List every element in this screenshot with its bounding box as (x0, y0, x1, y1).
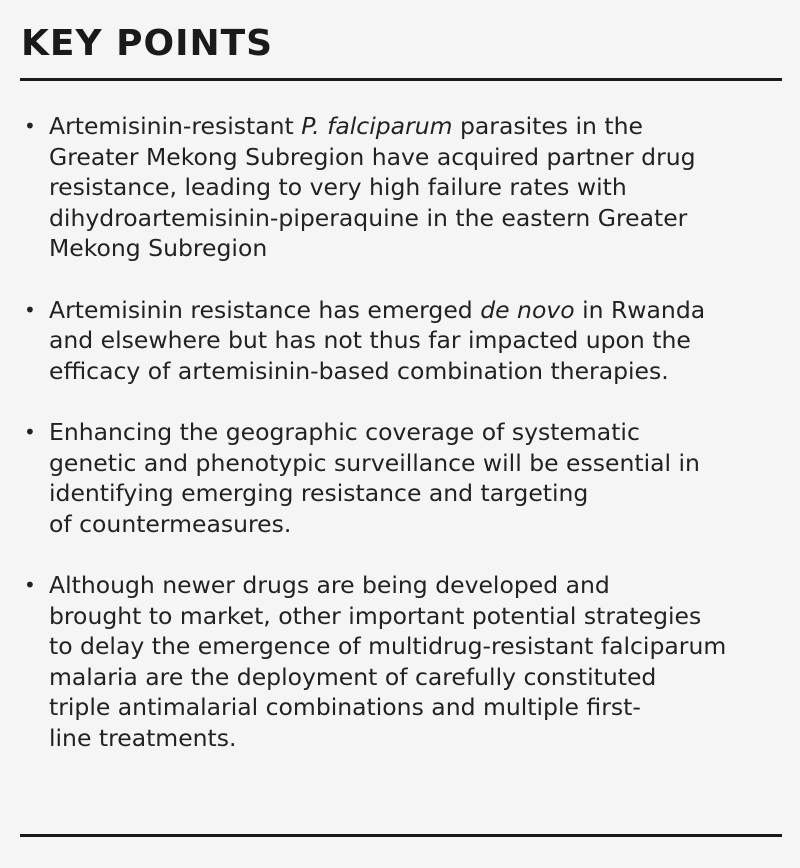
key-points-box (20, 22, 782, 784)
top-rule (20, 78, 782, 81)
key-point-1 (20, 111, 782, 264)
text-run: in Rwanda (574, 295, 706, 324)
key-point-4 (20, 570, 782, 753)
text-run: Artemisinin-resistant (49, 112, 302, 140)
bullet-icon: • (24, 573, 36, 597)
key-point-line: triple antimalarial combinations and multiple first- (49, 693, 641, 721)
key-point-line: efficacy of artemisinin-based combination therapies. (49, 356, 669, 385)
key-point-2 (20, 295, 782, 387)
key-point-line: Enhancing the geographic coverage of systematic (49, 418, 640, 446)
key-point-line: and elsewhere but has not thus far impacted upon the (49, 326, 691, 354)
key-point-line: to delay the emergence of multidrug-resistant falciparum (49, 632, 727, 660)
key-point-line: identifying emerging resistance and targeting (49, 479, 589, 507)
species-name: P. falciparum (301, 112, 453, 140)
key-point-line (49, 295, 782, 326)
key-points-list (20, 111, 782, 753)
bullet-icon: • (24, 114, 36, 138)
key-point-3 (20, 417, 782, 539)
bullet-icon: • (24, 420, 36, 444)
key-point-line: Greater Mekong Subregion have acquired partner drug (49, 142, 696, 171)
key-point-line: malaria are the deployment of carefully constituted (49, 662, 657, 691)
text-run: Artemisinin resistance has emerged (49, 295, 481, 324)
key-point-line: brought to market, other important potential strategies (49, 601, 702, 630)
key-point-line: genetic and phenotypic surveillance will be essential in (49, 448, 700, 477)
key-point-line: resistance, leading to very high failure rates with (49, 173, 627, 201)
key-point-line: dihydroartemisinin-piperaquine in the eastern Greater (49, 203, 688, 232)
key-point-line: Mekong Subregion (49, 234, 268, 262)
key-point-line: Although newer drugs are being developed and (49, 571, 610, 599)
key-points-title: KEY POINTS (21, 23, 274, 64)
bottom-rule (20, 834, 782, 837)
bullet-icon: • (24, 297, 36, 322)
key-point-line (49, 111, 782, 142)
text-run: parasites in the (452, 112, 643, 140)
latin-term: de novo (480, 295, 575, 324)
key-point-line: of countermeasures. (49, 509, 292, 538)
key-point-line: line treatments. (49, 723, 237, 752)
